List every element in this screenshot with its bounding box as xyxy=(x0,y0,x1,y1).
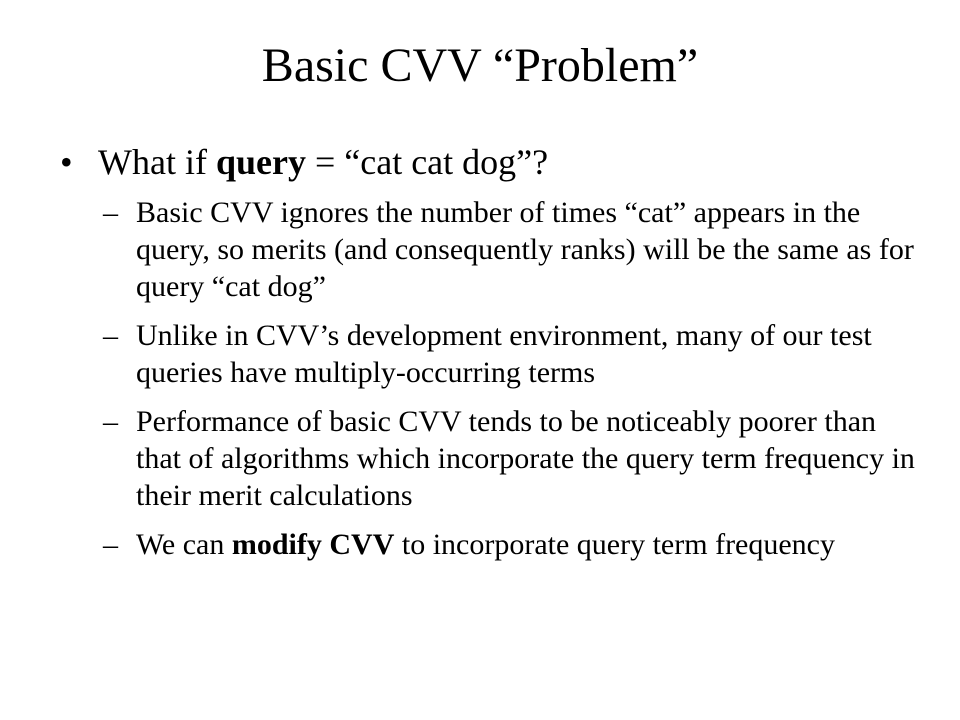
sub-bullet-bold: modify CVV xyxy=(231,528,395,561)
sub-bullet-text xyxy=(136,528,835,561)
sub-bullet-item xyxy=(103,526,928,563)
bullet-icon: • xyxy=(60,142,73,182)
dash-icon: – xyxy=(103,196,118,229)
sub-bullet-list xyxy=(103,194,928,575)
sub-bullet-text: Performance of basic CVV tends to be noticeably poorer than that of algorithms which incorporate the query term frequency in their merit calculations xyxy=(136,405,915,512)
sub-bullet-suffix: to incorporate query term frequency xyxy=(394,528,835,561)
main-bullet-text xyxy=(98,140,548,184)
sub-bullet-item xyxy=(103,317,928,391)
slide-title: Basic CVV “Problem” xyxy=(261,39,699,92)
dash-icon: – xyxy=(103,319,118,352)
main-bullet-prefix: What if xyxy=(98,142,216,182)
sub-bullet-text: Basic CVV ignores the number of times “cat” appears in the query, so merits (and consequently ranks) will be the same as for query “cat dog” xyxy=(136,196,914,303)
dash-icon: – xyxy=(103,528,118,561)
main-bullet-suffix: = “cat cat dog”? xyxy=(305,142,549,182)
main-bullet-bold: query xyxy=(215,142,306,182)
sub-bullet-prefix: We can xyxy=(136,528,232,561)
sub-bullet-item xyxy=(103,194,928,305)
dash-icon: – xyxy=(103,405,118,438)
sub-bullet-text: Unlike in CVV’s development environment, many of our test queries have multiply-occurring terms xyxy=(136,319,872,389)
sub-bullet-item xyxy=(103,403,928,514)
